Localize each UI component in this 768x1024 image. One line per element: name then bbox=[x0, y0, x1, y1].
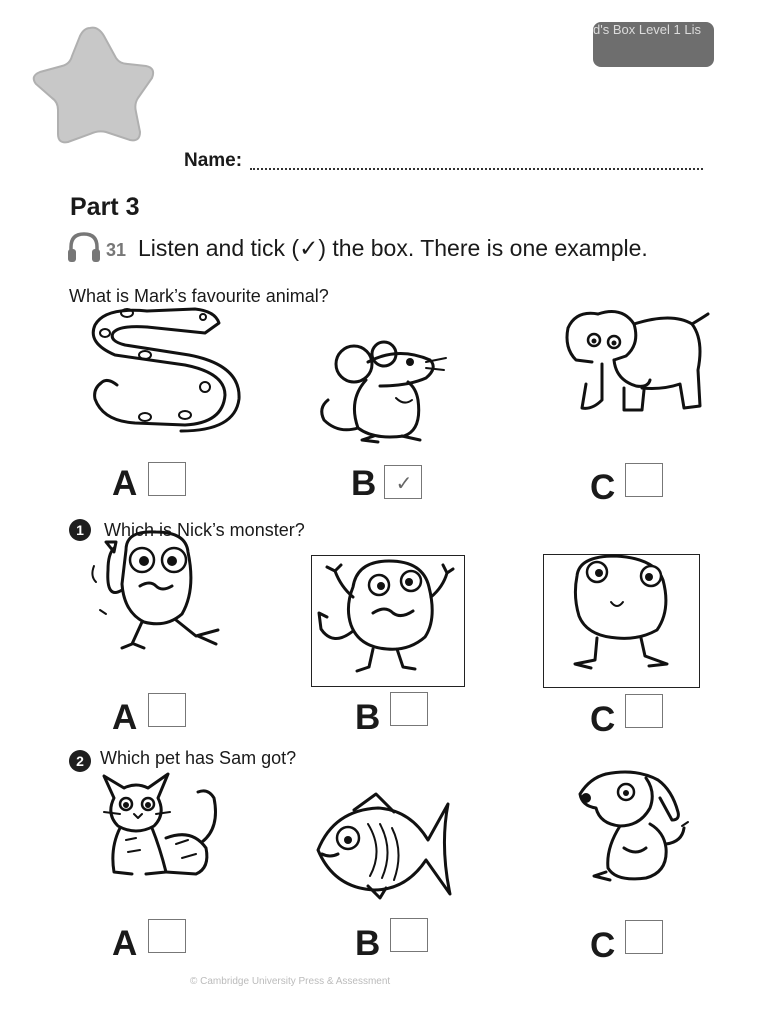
header-tab-text: d's Box Level 1 Lis bbox=[593, 22, 701, 37]
option-letter-a: A bbox=[112, 464, 138, 503]
option-letter-a: A bbox=[112, 698, 138, 737]
option-letter-c: C bbox=[590, 926, 616, 965]
footer-copyright: © Cambridge University Press & Assessment bbox=[190, 976, 391, 987]
question-number: 1 bbox=[69, 519, 91, 541]
answer-checkbox-ticked[interactable] bbox=[384, 465, 422, 499]
option-letter-b: B bbox=[351, 464, 377, 503]
cat-picture bbox=[96, 768, 226, 884]
option-letter-b: B bbox=[355, 924, 381, 963]
answer-checkbox[interactable] bbox=[390, 692, 428, 726]
star-icon bbox=[28, 22, 158, 144]
question-number: 2 bbox=[69, 750, 91, 772]
snake-picture bbox=[85, 303, 235, 431]
tick-mark: ✓ bbox=[395, 472, 413, 495]
question-1-text: Which is Nick’s monster? bbox=[104, 520, 305, 540]
option-letter-a: A bbox=[112, 924, 138, 963]
monster-c-picture bbox=[545, 556, 698, 686]
header-tab bbox=[593, 22, 714, 67]
instruction-text: Listen and tick (✓) the box. There is one example. bbox=[138, 235, 648, 261]
answer-checkbox[interactable] bbox=[625, 463, 663, 497]
monster-a-picture bbox=[86, 530, 232, 656]
question-2-text: Which pet has Sam got? bbox=[100, 748, 297, 768]
elephant-picture bbox=[562, 304, 712, 424]
question-example-text: What is Mark’s favourite animal? bbox=[69, 286, 329, 306]
fish-picture bbox=[314, 794, 454, 898]
mouse-picture bbox=[318, 340, 448, 444]
headphones-icon bbox=[66, 230, 102, 264]
option-letter-c: C bbox=[590, 468, 616, 507]
name-label: Name: bbox=[184, 150, 243, 171]
part-title: Part 3 bbox=[70, 193, 140, 221]
option-letter-b: B bbox=[355, 698, 381, 737]
answer-checkbox[interactable] bbox=[148, 462, 186, 496]
answer-checkbox[interactable] bbox=[625, 694, 663, 728]
answer-checkbox[interactable] bbox=[625, 920, 663, 954]
track-number: 31 bbox=[106, 240, 127, 260]
answer-checkbox[interactable] bbox=[148, 693, 186, 727]
option-letter-c: C bbox=[590, 700, 616, 739]
monster-b-picture bbox=[313, 557, 463, 685]
dog-picture bbox=[576, 768, 696, 886]
answer-checkbox[interactable] bbox=[390, 918, 428, 952]
answer-checkbox[interactable] bbox=[148, 919, 186, 953]
name-field[interactable] bbox=[250, 168, 703, 170]
